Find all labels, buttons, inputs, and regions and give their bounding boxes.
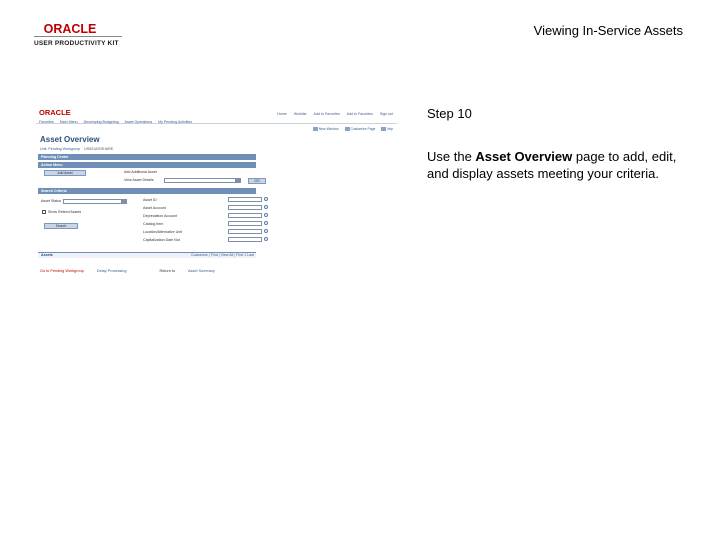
section-planning-center[interactable]: Planning Center — [38, 154, 256, 160]
menu-favorites[interactable]: Favorites — [39, 120, 54, 124]
breadcrumb-menu — [36, 120, 197, 124]
view-asset-label: View Asset Details — [124, 178, 154, 182]
section-search-criteria[interactable]: Search Criteria — [38, 188, 256, 194]
link-delay-processing[interactable]: Delay Processing — [96, 269, 127, 273]
top-link-signout[interactable]: Sign out — [379, 112, 393, 116]
section-action-menu[interactable]: Action Menu — [38, 162, 256, 168]
unit-label[interactable]: Unit: Pending Workgroup — [40, 147, 81, 151]
field-label: Catalog Item — [143, 222, 164, 226]
logo-rule — [34, 36, 122, 37]
app-logo-icon — [39, 108, 79, 116]
asset-status-dropdown[interactable] — [63, 199, 127, 204]
desc-suffix: page to add, edit, and display assets meeting your criteria. — [427, 149, 677, 181]
customize-icon — [345, 127, 350, 131]
desc-bold: Asset Overview — [475, 149, 573, 164]
add-asset-button[interactable]: Add Asset — [44, 170, 86, 176]
slide-title: Viewing In-Service Assets — [533, 23, 683, 38]
return-to-label: Return to — [159, 269, 176, 273]
asset-id-input[interactable] — [228, 197, 262, 202]
view-asset-dropdown[interactable] — [164, 178, 241, 183]
location-input[interactable] — [228, 229, 262, 234]
lookup-icon[interactable] — [264, 229, 268, 233]
depreciation-account-input[interactable] — [228, 213, 262, 218]
retired-label: Show Retired Assets — [48, 210, 82, 214]
menu-asset-ops[interactable]: Asset Operations — [124, 120, 153, 124]
field-label: Asset Account — [143, 206, 166, 210]
bottom-links — [40, 269, 227, 273]
assets-pager[interactable]: Customize | Find | View All | First 1 Last — [190, 253, 254, 257]
step-description — [427, 148, 687, 182]
search-button[interactable]: Search — [44, 223, 78, 229]
lookup-icon[interactable] — [264, 237, 268, 241]
logo-text: ORACLE — [43, 22, 97, 35]
field-label: Asset ID — [143, 198, 157, 202]
lookup-icon[interactable] — [264, 197, 268, 201]
assets-grid-header — [38, 252, 256, 258]
capitalization-date-input[interactable] — [228, 237, 262, 242]
oracle-upk-logo — [34, 22, 130, 47]
unit-value: US001AS/SHARE — [84, 147, 114, 151]
assets-label: Assets — [41, 253, 53, 257]
desc-prefix: Use the — [427, 149, 476, 164]
link-icon — [381, 127, 386, 131]
tool-http[interactable]: http — [381, 127, 393, 131]
top-link-worklist[interactable]: Worklist — [293, 112, 307, 116]
lookup-icon[interactable] — [264, 221, 268, 225]
field-label: Capitalization Date Not — [143, 238, 180, 242]
retired-checkbox[interactable] — [42, 210, 46, 214]
lookup-icon[interactable] — [264, 213, 268, 217]
oracle-logo-icon — [34, 22, 106, 35]
field-label: Location/Alternative Unit — [143, 230, 182, 234]
tool-customize[interactable]: Customize Page — [345, 127, 376, 131]
catalog-item-input[interactable] — [228, 221, 262, 226]
menu-pending[interactable]: My Pending Activities — [158, 120, 193, 124]
action-link[interactable]: Add Additional Asset — [124, 170, 157, 174]
asset-status-label: Asset Status — [41, 199, 62, 203]
page-title: Asset Overview — [40, 135, 100, 144]
go-button[interactable]: GO — [248, 178, 266, 184]
field-label: Depreciation Account — [143, 214, 177, 218]
top-links — [271, 112, 393, 116]
link-asset-summary[interactable]: Asset Summary — [188, 269, 215, 273]
top-link-add-favorites-2[interactable]: Add to Favorites — [346, 112, 373, 116]
link-pending-workgroup[interactable]: Go to Pending Workgroup — [40, 269, 84, 273]
window-icon — [313, 127, 318, 131]
logo-subtitle: USER PRODUCTIVITY KIT — [34, 40, 119, 47]
lookup-icon[interactable] — [264, 205, 268, 209]
screenshot-thumbnail — [36, 104, 397, 279]
step-title: Step 10 — [427, 106, 472, 121]
top-link-add-favorites[interactable]: Add to Favorites — [313, 112, 340, 116]
tool-new-window[interactable]: New Window — [313, 127, 339, 131]
top-link-home[interactable]: Home — [277, 112, 287, 116]
app-logo-text: ORACLE — [39, 108, 71, 116]
unit-line — [40, 147, 113, 151]
menu-budgeting[interactable]: Developing Budgeting — [83, 120, 119, 124]
asset-account-input[interactable] — [228, 205, 262, 210]
menu-main[interactable]: Main Menu — [59, 120, 78, 124]
page-tools — [308, 127, 393, 131]
